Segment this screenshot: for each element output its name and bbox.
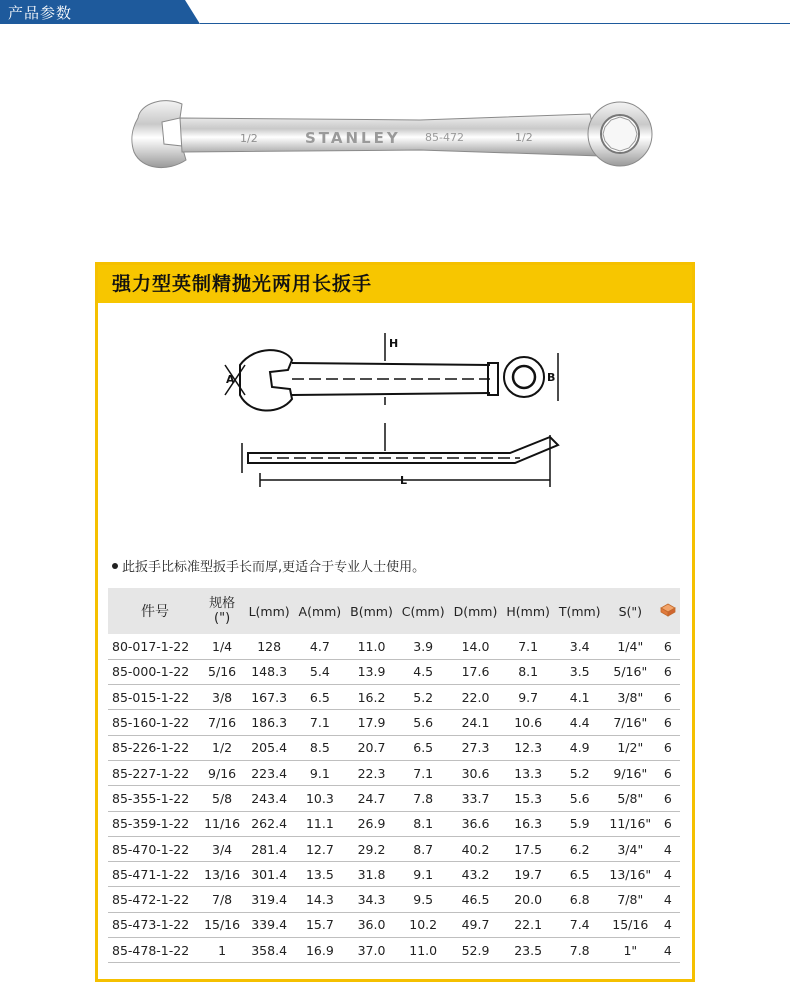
diagram-label-a: A: [226, 373, 235, 386]
cell-a: 5.4: [294, 659, 346, 684]
box-icon: [659, 603, 677, 617]
cell-c: 10.2: [397, 912, 449, 937]
cell-part-no: 85-470-1-22: [108, 836, 200, 861]
cell-b: 29.2: [346, 836, 398, 861]
engraving-size-left: 1/2: [240, 132, 258, 145]
cell-c: 9.5: [397, 887, 449, 912]
cell-pack-qty: 6: [656, 760, 680, 785]
cell-l: 339.4: [244, 912, 294, 937]
cell-d: 14.0: [449, 634, 502, 659]
cell-part-no: 85-227-1-22: [108, 760, 200, 785]
cell-s: 3/4": [605, 836, 656, 861]
cell-part-no: 85-471-1-22: [108, 862, 200, 887]
cell-part-no: 85-359-1-22: [108, 811, 200, 836]
cell-d: 40.2: [449, 836, 502, 861]
cell-pack-qty: 6: [656, 786, 680, 811]
cell-l: 205.4: [244, 735, 294, 760]
cell-pack-qty: 6: [656, 659, 680, 684]
usage-note-text: 此扳手比标准型扳手长而厚,更适合于专业人士使用。: [122, 560, 426, 575]
cell-part-no: 80-017-1-22: [108, 634, 200, 659]
cell-t: 4.4: [554, 710, 605, 735]
cell-size: 7/16: [200, 710, 244, 735]
spec-table-body: [108, 634, 680, 963]
cell-part-no: 85-226-1-22: [108, 735, 200, 760]
cell-pack-qty: 6: [656, 710, 680, 735]
cell-b: 11.0: [346, 634, 398, 659]
cell-l: 301.4: [244, 862, 294, 887]
cell-b: 17.9: [346, 710, 398, 735]
cell-t: 4.1: [554, 685, 605, 710]
cell-s: 5/8": [605, 786, 656, 811]
cell-b: 13.9: [346, 659, 398, 684]
cell-size: 3/4: [200, 836, 244, 861]
cell-d: 17.6: [449, 659, 502, 684]
cell-h: 8.1: [502, 659, 555, 684]
cell-d: 43.2: [449, 862, 502, 887]
col-header-size: [200, 588, 244, 634]
table-row: [108, 634, 680, 659]
engraving-size-right: 1/2: [515, 131, 533, 144]
table-row: [108, 685, 680, 710]
cell-b: 31.8: [346, 862, 398, 887]
cell-h: 19.7: [502, 862, 555, 887]
col-header-d: D(mm): [449, 588, 502, 634]
cell-t: 5.2: [554, 760, 605, 785]
cell-l: 148.3: [244, 659, 294, 684]
table-row: [108, 811, 680, 836]
cell-d: 24.1: [449, 710, 502, 735]
cell-a: 7.1: [294, 710, 346, 735]
cell-h: 17.5: [502, 836, 555, 861]
cell-pack-qty: 6: [656, 735, 680, 760]
wrench-photo: [120, 88, 680, 198]
cell-h: 10.6: [502, 710, 555, 735]
cell-s: 15/16: [605, 912, 656, 937]
cell-l: 186.3: [244, 710, 294, 735]
cell-l: 167.3: [244, 685, 294, 710]
section-header-bar: [0, 0, 790, 24]
cell-t: 5.9: [554, 811, 605, 836]
cell-s: 7/16": [605, 710, 656, 735]
cell-t: 6.5: [554, 862, 605, 887]
cell-d: 33.7: [449, 786, 502, 811]
cell-pack-qty: 6: [656, 685, 680, 710]
cell-b: 20.7: [346, 735, 398, 760]
cell-c: 3.9: [397, 634, 449, 659]
col-header-t: T(mm): [554, 588, 605, 634]
cell-s: 3/8": [605, 685, 656, 710]
cell-b: 34.3: [346, 887, 398, 912]
cell-pack-qty: 6: [656, 634, 680, 659]
cell-t: 4.9: [554, 735, 605, 760]
table-row: [108, 862, 680, 887]
cell-l: 358.4: [244, 938, 294, 963]
cell-t: 3.5: [554, 659, 605, 684]
cell-t: 3.4: [554, 634, 605, 659]
cell-d: 36.6: [449, 811, 502, 836]
cell-l: 281.4: [244, 836, 294, 861]
cell-size: 5/8: [200, 786, 244, 811]
col-header-s: S("): [605, 588, 656, 634]
table-header-row: [108, 588, 680, 634]
cell-size: 7/8: [200, 887, 244, 912]
cell-b: 36.0: [346, 912, 398, 937]
cell-c: 6.5: [397, 735, 449, 760]
cell-pack-qty: 4: [656, 862, 680, 887]
engraving-brand: STANLEY: [305, 129, 401, 147]
cell-l: 262.4: [244, 811, 294, 836]
cell-d: 46.5: [449, 887, 502, 912]
cell-size: 3/8: [200, 685, 244, 710]
cell-b: 26.9: [346, 811, 398, 836]
cell-a: 12.7: [294, 836, 346, 861]
cell-t: 6.8: [554, 887, 605, 912]
cell-h: 22.1: [502, 912, 555, 937]
cell-part-no: 85-472-1-22: [108, 887, 200, 912]
wrench-dimension-drawing: [120, 325, 570, 495]
table-row: [108, 887, 680, 912]
cell-t: 5.6: [554, 786, 605, 811]
combination-wrench-image: [120, 88, 680, 198]
cell-a: 15.7: [294, 912, 346, 937]
cell-s: 1/2": [605, 735, 656, 760]
col-header-h: H(mm): [502, 588, 555, 634]
diagram-label-l: L: [400, 474, 408, 487]
cell-size: 11/16: [200, 811, 244, 836]
cell-a: 4.7: [294, 634, 346, 659]
cell-c: 4.5: [397, 659, 449, 684]
cell-a: 14.3: [294, 887, 346, 912]
cell-size: 5/16: [200, 659, 244, 684]
cell-b: 16.2: [346, 685, 398, 710]
cell-part-no: 85-160-1-22: [108, 710, 200, 735]
cell-a: 16.9: [294, 938, 346, 963]
cell-size: 9/16: [200, 760, 244, 785]
cell-pack-qty: 4: [656, 912, 680, 937]
cell-d: 52.9: [449, 938, 502, 963]
usage-note: [112, 556, 425, 575]
table-row: [108, 735, 680, 760]
cell-pack-qty: 4: [656, 836, 680, 861]
cell-s: 1": [605, 938, 656, 963]
cell-h: 16.3: [502, 811, 555, 836]
cell-part-no: 85-478-1-22: [108, 938, 200, 963]
cell-b: 24.7: [346, 786, 398, 811]
col-header-size-label: 规格 ("): [209, 596, 236, 626]
cell-part-no: 85-473-1-22: [108, 912, 200, 937]
cell-c: 8.1: [397, 811, 449, 836]
cell-a: 13.5: [294, 862, 346, 887]
cell-t: 7.4: [554, 912, 605, 937]
cell-c: 7.8: [397, 786, 449, 811]
cell-t: 7.8: [554, 938, 605, 963]
col-header-pack: [656, 588, 680, 634]
cell-c: 5.6: [397, 710, 449, 735]
col-header-c: C(mm): [397, 588, 449, 634]
dimension-diagram: [120, 325, 570, 495]
table-row: [108, 938, 680, 963]
cell-size: 15/16: [200, 912, 244, 937]
engraving-model: 85-472: [425, 131, 464, 144]
cell-size: 1/4: [200, 634, 244, 659]
col-header-a: A(mm): [294, 588, 346, 634]
cell-s: 7/8": [605, 887, 656, 912]
cell-pack-qty: 4: [656, 887, 680, 912]
cell-size: 13/16: [200, 862, 244, 887]
cell-h: 9.7: [502, 685, 555, 710]
cell-pack-qty: 6: [656, 811, 680, 836]
cell-a: 10.3: [294, 786, 346, 811]
cell-s: 11/16": [605, 811, 656, 836]
spec-table: [108, 588, 680, 963]
cell-h: 23.5: [502, 938, 555, 963]
col-header-b: B(mm): [346, 588, 398, 634]
cell-a: 8.5: [294, 735, 346, 760]
cell-l: 223.4: [244, 760, 294, 785]
cell-h: 12.3: [502, 735, 555, 760]
cell-l: 243.4: [244, 786, 294, 811]
bullet-icon: [112, 563, 118, 569]
cell-a: 6.5: [294, 685, 346, 710]
cell-c: 11.0: [397, 938, 449, 963]
header-bar-graphic: [0, 0, 790, 24]
cell-a: 9.1: [294, 760, 346, 785]
cell-b: 22.3: [346, 760, 398, 785]
col-header-part-no: 件号: [108, 588, 200, 634]
cell-c: 8.7: [397, 836, 449, 861]
col-header-l: L(mm): [244, 588, 294, 634]
cell-h: 15.3: [502, 786, 555, 811]
cell-l: 319.4: [244, 887, 294, 912]
cell-size: 1: [200, 938, 244, 963]
cell-h: 13.3: [502, 760, 555, 785]
table-row: [108, 760, 680, 785]
cell-size: 1/2: [200, 735, 244, 760]
cell-s: 5/16": [605, 659, 656, 684]
cell-h: 20.0: [502, 887, 555, 912]
cell-c: 9.1: [397, 862, 449, 887]
cell-d: 49.7: [449, 912, 502, 937]
product-name: 强力型英制精抛光两用长扳手: [98, 265, 692, 303]
cell-d: 22.0: [449, 685, 502, 710]
cell-pack-qty: 4: [656, 938, 680, 963]
cell-part-no: 85-015-1-22: [108, 685, 200, 710]
cell-d: 27.3: [449, 735, 502, 760]
cell-c: 7.1: [397, 760, 449, 785]
cell-d: 30.6: [449, 760, 502, 785]
diagram-label-b: B: [547, 371, 556, 384]
table-row: [108, 659, 680, 684]
section-title: 产品参数: [8, 4, 73, 22]
table-row: [108, 836, 680, 861]
cell-s: 9/16": [605, 760, 656, 785]
table-row: [108, 710, 680, 735]
diagram-label-h: H: [389, 337, 399, 350]
cell-l: 128: [244, 634, 294, 659]
cell-part-no: 85-000-1-22: [108, 659, 200, 684]
cell-a: 11.1: [294, 811, 346, 836]
cell-t: 6.2: [554, 836, 605, 861]
cell-b: 37.0: [346, 938, 398, 963]
cell-s: 13/16": [605, 862, 656, 887]
cell-s: 1/4": [605, 634, 656, 659]
table-row: [108, 912, 680, 937]
cell-part-no: 85-355-1-22: [108, 786, 200, 811]
cell-c: 5.2: [397, 685, 449, 710]
table-row: [108, 786, 680, 811]
cell-h: 7.1: [502, 634, 555, 659]
